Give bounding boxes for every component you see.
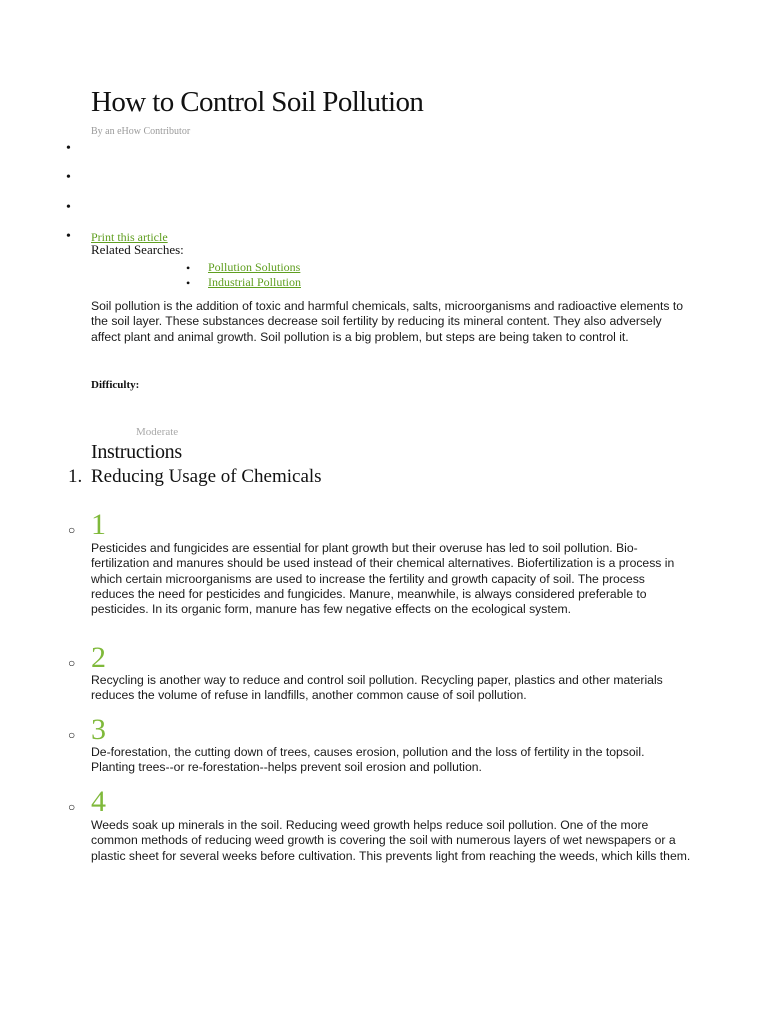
instructions-heading: Instructions [91, 441, 182, 463]
toolbar-bullet: • [66, 170, 71, 185]
related-bullet: • [186, 261, 191, 275]
related-searches-label: Related Searches: [91, 242, 184, 257]
step-text: Recycling is another way to reduce and control soil pollution. Recycling paper, plastics and other materials reduces the volume of refuse in landfills, another common cause of soil pollution. [91, 673, 663, 703]
step-text: Weeds soak up minerals in the soil. Reducing weed growth helps reduce soil pollution. One of the more common methods of reducing weed growth is covering the soil with numerous layers of wet newspapers or a plastic sheet for several weeks before cultivation. This prevents light from reaching the weeds, which kills them. [91, 818, 691, 863]
step-number: 2 [91, 641, 106, 674]
print-article-link[interactable]: Print this article [91, 230, 168, 244]
step-marker-icon: ○ [68, 523, 76, 537]
step-marker-icon: ○ [68, 800, 76, 814]
step-marker-icon: ○ [68, 728, 76, 742]
byline: By an eHow Contributor [91, 126, 191, 137]
toolbar-bullet: • [66, 229, 71, 244]
step-marker-icon: ○ [68, 656, 76, 670]
related-bullet: • [186, 276, 191, 290]
step-number: 3 [91, 713, 106, 746]
step-number: 4 [91, 785, 106, 818]
intro-paragraph: Soil pollution is the addition of toxic and harmful chemicals, salts, microorganisms and radioactive elements to the soil layer. These substances decrease soil fertility by reducing its mineral content. They also adversely affect plant and animal growth. Soil pollution is a big problem, but steps are being taken to control it. [91, 299, 684, 344]
section-number: 1. [68, 466, 83, 487]
difficulty-value: Moderate [136, 426, 179, 438]
related-search-link[interactable]: Pollution Solutions [208, 260, 301, 274]
difficulty-label: Difficulty: [91, 379, 140, 391]
step-text: De-forestation, the cutting down of trees, causes erosion, pollution and the loss of fertility in the topsoil. Planting trees--or re-forestation--helps prevent soil erosion and pollution. [91, 745, 645, 775]
section-title: Reducing Usage of Chemicals [91, 466, 322, 487]
page-title: How to Control Soil Pollution [91, 86, 424, 118]
step-text: Pesticides and fungicides are essential for plant growth but their overuse has led to soil pollution. Bio-fertilization and manures should be used instead of their chemical alternatives. Biofertilization is a process in which certain microorganisms are used to increase the fertility and growth capacity of soil. The process reduces the need for pesticides and fungicides. Manure, meanwhile, is always considered preferable to pesticides. In its organic form, manure has few negative effects on the ecological system. [91, 541, 675, 617]
related-search-link[interactable]: Industrial Pollution [208, 275, 301, 289]
toolbar-bullet: • [66, 200, 71, 215]
toolbar-bullet: • [66, 141, 71, 156]
step-number: 1 [91, 508, 106, 541]
